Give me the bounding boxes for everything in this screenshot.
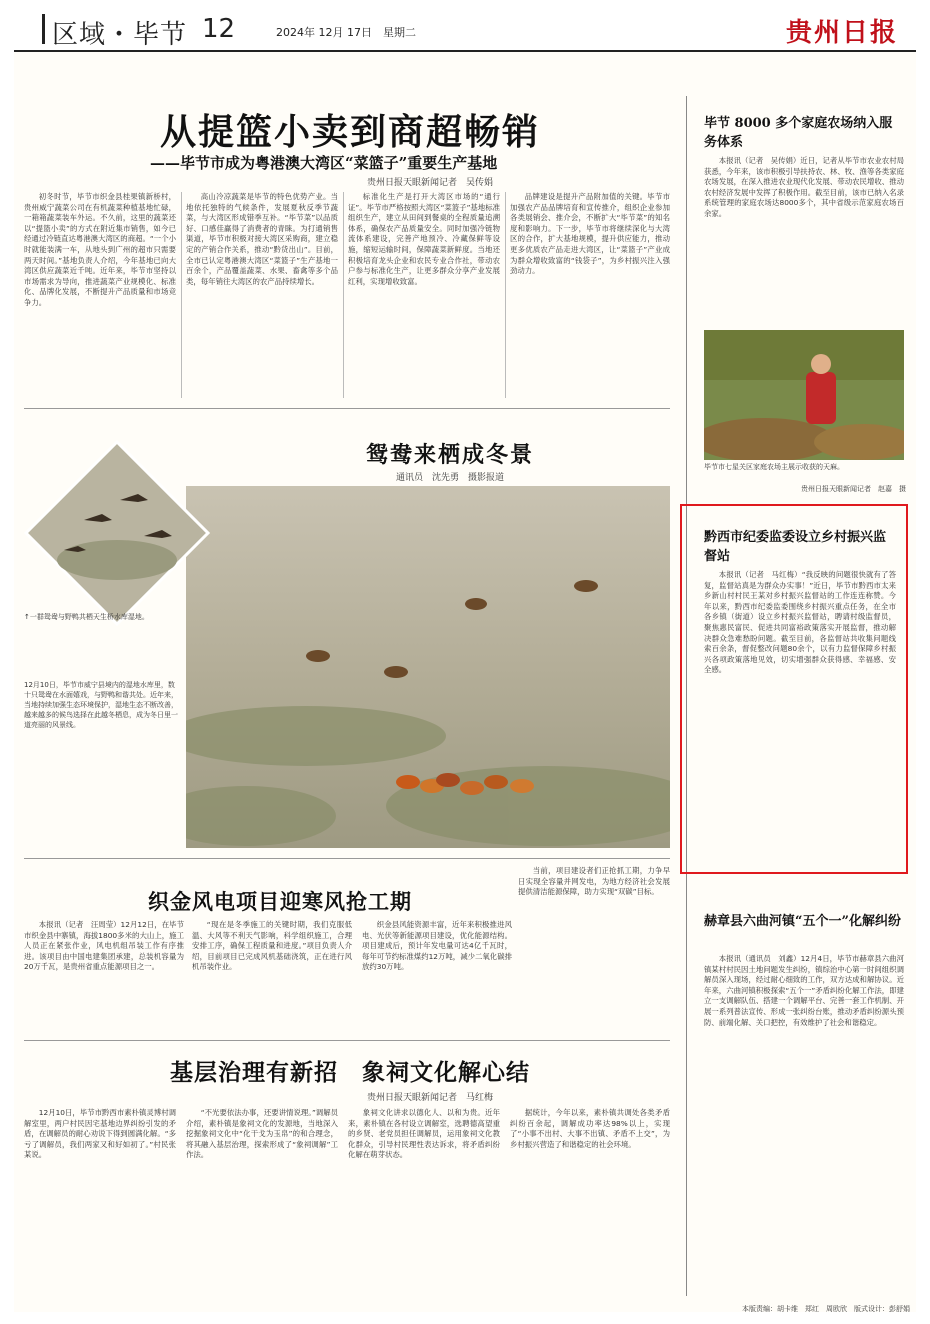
wind-column-1 <box>24 920 184 1030</box>
lead-col2-text: 高山冷凉蔬菜是毕节的特色优势产业。当地依托独特的气候条件，发展夏秋反季节蔬菜，与大湾区形成错季互补。“毕节菜”以品质好、口感佳赢得了消费者的青睐。为打通销售渠道，毕节市积极对接大湾区采购商，建立稳定的产销合作关系，推动“黔货出山”。目前，全市已认定粤港澳大湾区“菜篮子”生产基地一百余个，产品覆盖蔬菜、水果、畜禽等多个品类，每年销往大湾区的农产品持续增长。 <box>186 192 338 286</box>
governance-column-1 <box>24 1108 176 1304</box>
governance-byline: 贵州日报天眼新闻记者 马红梅 <box>366 1093 493 1103</box>
lead-col1-text: 初冬时节，毕节市织金县桂果镇新桥村，贵州威宁蔬菜公司在有机蔬菜种植基地忙碌，一箱箱蔬菜装车外运。不久前，这里的蔬菜还以“提篮小卖”的方式在附近集市销售，如今已经通过冷链直达粤港澳大湾区的商超。“一个小时就能装满一车，从地头到广州的超市只需要两天时间。”基地负责人介绍，今年基地已向大湾区供应蔬菜近千吨。近年来，毕节市坚持以市场需求为导向，推进蔬菜产业规模化、标准化、品牌化发展，不断提升产品质量和市场竞争力。 <box>24 192 176 307</box>
governance-headline: 基层治理有新招 象祠文化解心结 <box>170 1059 530 1086</box>
sidebar-story3-title: 赫章县六曲河镇“五个一”化解纠纷 <box>704 914 901 929</box>
page-editors: 本版责编：胡卡维 郑红 周欧欣 版式设计：彭舒娟 <box>742 1305 910 1313</box>
sidebar-photo-caption: 毕节市七星关区家庭农场主展示收获的天麻。 <box>704 463 844 471</box>
wind-column-2 <box>192 920 352 1030</box>
governance-column-3 <box>348 1108 500 1304</box>
wind-col2-text: “现在是冬季施工的关键时期，我们克服低温、大风等不利天气影响，科学组织施工，合理安排工序，确保工程质量和进度。”项目负责人介绍，目前项目已完成风机基础浇筑，正在进行风机吊装作业。 <box>192 920 352 972</box>
farmer-photo <box>704 330 904 460</box>
masthead <box>14 8 916 52</box>
sidebar-story2-title: 黔西市纪委监委设立乡村振兴监督站 <box>704 530 887 564</box>
lead-col3-text: 标准化生产是打开大湾区市场的“通行证”。毕节市严格按照大湾区“菜篮子”基地标准组织生产，建立从田间到餐桌的全程质量追溯体系，确保农产品质量安全。同时加强冷链物流体系建设，完善产地预冷、冷藏保鲜等设施，缩短运输时间，保障蔬菜新鲜度。当地还积极培育龙头企业和农民专业合作社，带动农户参与标准化生产，让更多群众分享产业发展红利，实现增收致富。 <box>348 192 500 286</box>
masthead-bar <box>42 14 45 44</box>
lead-subheadline: ——毕节市成为粤港澳大湾区“菜篮子”重要生产基地 <box>150 154 498 172</box>
photo-headline: 鸳鸯来栖成冬景 <box>365 442 534 468</box>
sidebar-story1-body <box>704 156 904 324</box>
lead-column-1 <box>24 192 176 398</box>
gov-col4-text: 据统计，今年以来，素朴镇共调处各类矛盾纠纷百余起，调解成功率达98%以上，实现了“小事不出村、大事不出镇、矛盾不上交”，为乡村振兴营造了和谐稳定的社会环境。 <box>510 1108 670 1149</box>
sidebar-story2-text: 本报讯（记者 马红梅）“我反映的问题很快就有了答复，监督站真是为群众办实事！”近日，毕节市黔西市太来乡新山村村民王某对乡村振兴监督站的工作连连称赞。今年以来，黔西市纪委监委围绕乡村振兴重点任务，在全市各乡镇（街道）设立乡村振兴监督站，聘请村级监督员，聚焦惠民富民、促进共同富裕政策落实开展监督，推动解决群众急难愁盼问题。截至目前，各监督站共收集问题线索百余条，督促整改问题80余个，以有力监督保障乡村振兴各项政策落地见效，切实增强群众获得感、幸福感、安全感。 <box>704 570 896 675</box>
lead-col4-text: 品牌建设是提升产品附加值的关键。毕节市加强农产品品牌培育和宣传推介，组织企业参加各类展销会、推介会，不断扩大“毕节菜”的知名度和影响力。下一步，毕节市将继续深化与大湾区的合作，扩大基地规模，提升供应能力，推动更多优质农产品走进大湾区，让“菜篮子”产业成为群众增收致富的“钱袋子”，为乡村振兴注入强劲动力。 <box>510 192 670 276</box>
wind-col1-text: 本报讯（记者 汪周莹）12月12日，在毕节市织金县中寨镇，海拔1800多米的大山上，施工人员正在紧张作业，风电机组吊装工作有序推进。该项目由中国电建集团承建，总装机容量为20万千瓦，是贵州省重点能源项目之一。 <box>24 920 184 972</box>
newspaper-logo: 贵州日报 <box>785 18 898 48</box>
masthead-rule <box>14 50 916 52</box>
governance-column-2 <box>186 1108 338 1304</box>
sidebar-story1-text: 本报讯（记者 吴传娟）近日，记者从毕节市农业农村局获悉，今年来，该市积极引导扶持农、林、牧、渔等各类家庭农场发展，在深入推进农业现代化发展、带动农民增收、推动农村经济发展中发挥了积极作用。截至目前，该市已纳入名录系统管理的家庭农场达8000多个，其中省级示范家庭农场百余家。 <box>704 156 904 218</box>
gov-col1-text: 12月10日，毕节市黔西市素朴镇灵博村调解室里，两户村民因宅基地边界纠纷引发的矛盾，在调解员的耐心劝说下得到圆满化解。“多亏了调解员，我们两家又和好如初了。”村民张某说。 <box>24 1108 176 1160</box>
lead-column-4 <box>510 192 670 398</box>
sidebar-story1-title: 毕节 8000 多个家庭农场纳入服务体系 <box>704 116 893 150</box>
inset-bird-photo <box>24 440 210 626</box>
governance-column-4 <box>510 1108 670 1304</box>
photo-byline: 通讯员 沈先勇 摄影报道 <box>395 473 504 483</box>
wind-column-3 <box>362 920 512 1030</box>
wind-column-4 <box>518 866 670 1030</box>
sidebar-story3-text: 本报讯（通讯员 刘鑫）12月4日，毕节市赫章县六曲河镇某村村民因土地问题发生纠纷，镇综治中心第一时间组织调解员深入现场，经过耐心细致的工作，双方达成和解协议。近年来，六曲河镇积极探索“五个一”矛盾纠纷化解工作法，即建立一支调解队伍、搭建一个调解平台、完善一套工作机制、开展一系列普法宣传、形成一张纠纷台账，推动矛盾纠纷源头预防、前端化解、关口把控，有效维护了社会和谐稳定。 <box>704 954 904 1027</box>
sidebar-story3-body <box>704 954 904 1290</box>
wind-col3-text: 织金县风能资源丰富，近年来积极推进风电、光伏等新能源项目建设，优化能源结构。项目建成后，预计年发电量可达4亿千瓦时，每年可节约标准煤约12万吨，减少二氧化碳排放约30万吨。 <box>362 920 512 972</box>
lead-column-3 <box>348 192 500 398</box>
gov-col2-text: “不光要依法办事，还要讲情说理。”调解员介绍，素朴镇是象祠文化的发源地，当地深入挖掘象祠文化中“化干戈为玉帛”的和合理念，将其融入基层治理，探索形成了“象祠调解”工作法。 <box>186 1108 338 1160</box>
gov-col3-text: 象祠文化讲求以德化人、以和为贵。近年来，素朴镇在各村设立调解室，选聘德高望重的乡贤、老党员担任调解员，运用象祠文化教化群众，引导村民理性表达诉求，将矛盾纠纷化解在萌芽状态。 <box>348 1108 500 1160</box>
inset-caption: ↑一群鸳鸯与野鸭共栖天生桥水库湿地。 <box>24 613 149 621</box>
wind-col4-text: 当前，项目建设者们正抢抓工期，力争早日实现全容量并网发电，为地方经济社会发展提供清洁能源保障，助力实现“双碳”目标。 <box>518 866 670 897</box>
sidebar-story2-body <box>704 570 896 862</box>
lead-headline: 从提篮小卖到商超畅销 <box>159 111 540 153</box>
page-number: 12 <box>202 14 236 44</box>
photo-main-caption: 12月10日，毕节市威宁县境内的湿地水库里，数十只鸳鸯在水面嬉戏，与野鸭和谐共处。近年来，当地持续加强生态环境保护，湿地生态不断改善，越来越多的候鸟选择在此越冬栖息，成为冬日里一道亮丽的风景线。 <box>24 681 178 729</box>
lead-byline: 贵州日报天眼新闻记者 吴传娟 <box>366 178 493 188</box>
sidebar-photo-credit: 贵州日报天眼新闻记者 赵嘉 摄 <box>801 485 906 493</box>
wind-headline: 织金风电项目迎寒风抢工期 <box>148 889 412 914</box>
issue-date: 2024年 12月 17日 星期二 <box>276 26 416 39</box>
section-name: 区域・毕节 <box>52 20 188 50</box>
wetland-main-photo <box>186 486 670 848</box>
lead-column-2 <box>186 192 338 398</box>
